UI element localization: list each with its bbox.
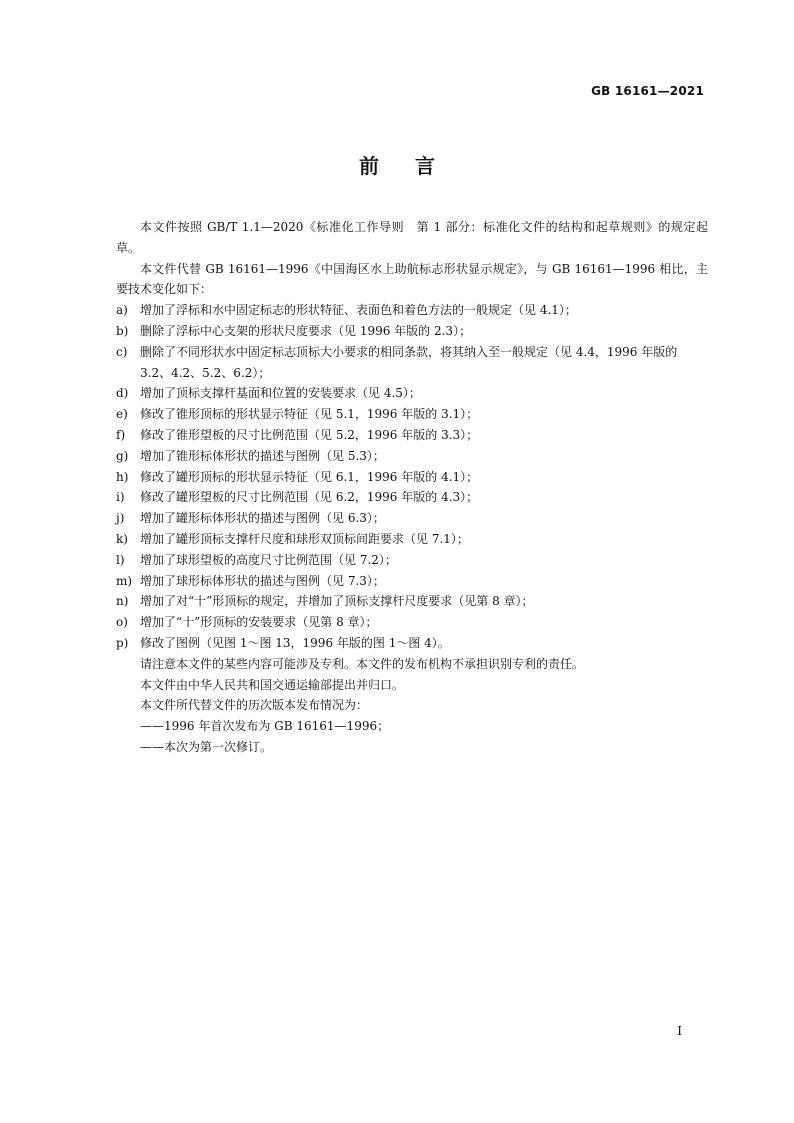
- list-item: [116, 550, 708, 571]
- list-item-text: 增加了罐形顶标支撑杆尺度和球形双顶标间距要求（见 7.1）；: [140, 531, 469, 546]
- list-item: [116, 529, 708, 550]
- list-item-text: 增加了球形标体形状的描述与图例（见 7.3）；: [140, 573, 385, 588]
- paragraph-proposer: 本文件由中华人民共和国交通运输部提出并归口。: [140, 677, 405, 692]
- paragraph-history-current: ——本次为第一次修订。: [140, 739, 273, 754]
- list-item-text: 修改了图例（见图 1～图 13，1996 年版的图 1～图 4）。: [140, 635, 450, 650]
- list-marker: j): [116, 511, 125, 526]
- list-item: [116, 571, 708, 592]
- list-marker: p): [116, 635, 129, 650]
- list-marker: n): [116, 594, 129, 609]
- list-item: [116, 508, 708, 529]
- list-marker: e): [116, 407, 128, 422]
- list-item-text: 增加了浮标和水中固定标志的形状特征、表面色和着色方法的一般规定（见 4.1）；: [140, 303, 577, 318]
- paragraph-patent-notice: 请注意本文件的某些内容可能涉及专利。本文件的发布机构不承担识别专利的责任。: [140, 656, 585, 671]
- list-item-text: 修改了罐形望板的尺寸比例范围（见 6.2，1996 年版的 4.3）；: [140, 490, 479, 505]
- standard-number-header: GB 16161—2021: [591, 84, 704, 98]
- list-item-text: 增加了对“十”形顶标的规定，并增加了顶标支撑杆尺度要求（见第 8 章）；: [140, 594, 534, 609]
- list-item-text: 增加了“十”形顶标的安装要求（见第 8 章）；: [140, 615, 378, 630]
- list-item: [116, 612, 708, 633]
- list-item: [116, 383, 708, 404]
- changes-list: [116, 300, 708, 654]
- list-marker: m): [116, 573, 133, 588]
- list-marker: i): [116, 490, 125, 505]
- list-item: [116, 591, 708, 612]
- list-marker: b): [116, 323, 129, 338]
- list-item-text: 增加了球形望板的高度尺寸比例范围（见 7.2）；: [140, 552, 397, 567]
- paragraph-replaces: 本文件代替 GB 16161—1996《中国海区水上助航标志形状显示规定》，与 GB 16161—1996 相比，主要技术变化如下：: [116, 261, 708, 297]
- page-number: Ⅰ: [677, 1024, 682, 1038]
- paragraph-drafting-rules: 本文件按照 GB/T 1.1—2020《标准化工作导则 第 1 部分：标准化文件的结构和起草规则》的规定起草。: [116, 220, 708, 255]
- list-item: [116, 487, 708, 508]
- list-item: [116, 300, 708, 321]
- list-item: [116, 467, 708, 488]
- list-item-text: 增加了罐形标体形状的描述与图例（见 6.3）；: [140, 511, 385, 526]
- list-item: [116, 425, 708, 446]
- list-marker: c): [116, 344, 128, 359]
- list-item: [116, 404, 708, 425]
- list-item: [116, 446, 708, 467]
- foreword-body: [116, 217, 708, 758]
- list-marker: h): [116, 469, 129, 484]
- list-item-text: 删除了不同形状水中固定标志顶标大小要求的相同条款，将其纳入至一般规定（见 4.4，1996 年版的 3.2、4.2、5.2、6.2）；: [140, 344, 678, 380]
- list-marker: l): [116, 552, 125, 567]
- list-marker: a): [116, 303, 128, 318]
- page-title: 前言: [359, 154, 471, 178]
- list-marker: g): [116, 448, 129, 463]
- list-item-text: 修改了锥形顶标的形状显示特征（见 5.1，1996 年版的 3.1）；: [140, 407, 479, 422]
- list-item-text: 增加了锥形标体形状的描述与图例（见 5.3）；: [140, 448, 385, 463]
- list-marker: k): [116, 531, 128, 546]
- paragraph-history-1996: ——1996 年首次发布为 GB 16161—1996；: [140, 719, 390, 734]
- paragraph-history-intro: 本文件所代替文件的历次版本发布情况为：: [140, 698, 369, 713]
- list-item-text: 修改了锥形望板的尺寸比例范围（见 5.2，1996 年版的 3.3）；: [140, 427, 479, 442]
- list-marker: d): [116, 386, 129, 401]
- list-item-text: 增加了顶标支撑杆基面和位置的安装要求（见 4.5）；: [140, 386, 421, 401]
- list-item-text: 删除了浮标中心支架的形状尺度要求（见 1996 年版的 2.3）；: [140, 323, 472, 338]
- list-marker: f): [116, 427, 126, 442]
- list-item: [116, 633, 708, 654]
- list-marker: o): [116, 615, 128, 630]
- list-item: [116, 342, 708, 384]
- list-item-text: 修改了罐形顶标的形状显示特征（见 6.1，1996 年版的 4.1）；: [140, 469, 479, 484]
- list-item: [116, 321, 708, 342]
